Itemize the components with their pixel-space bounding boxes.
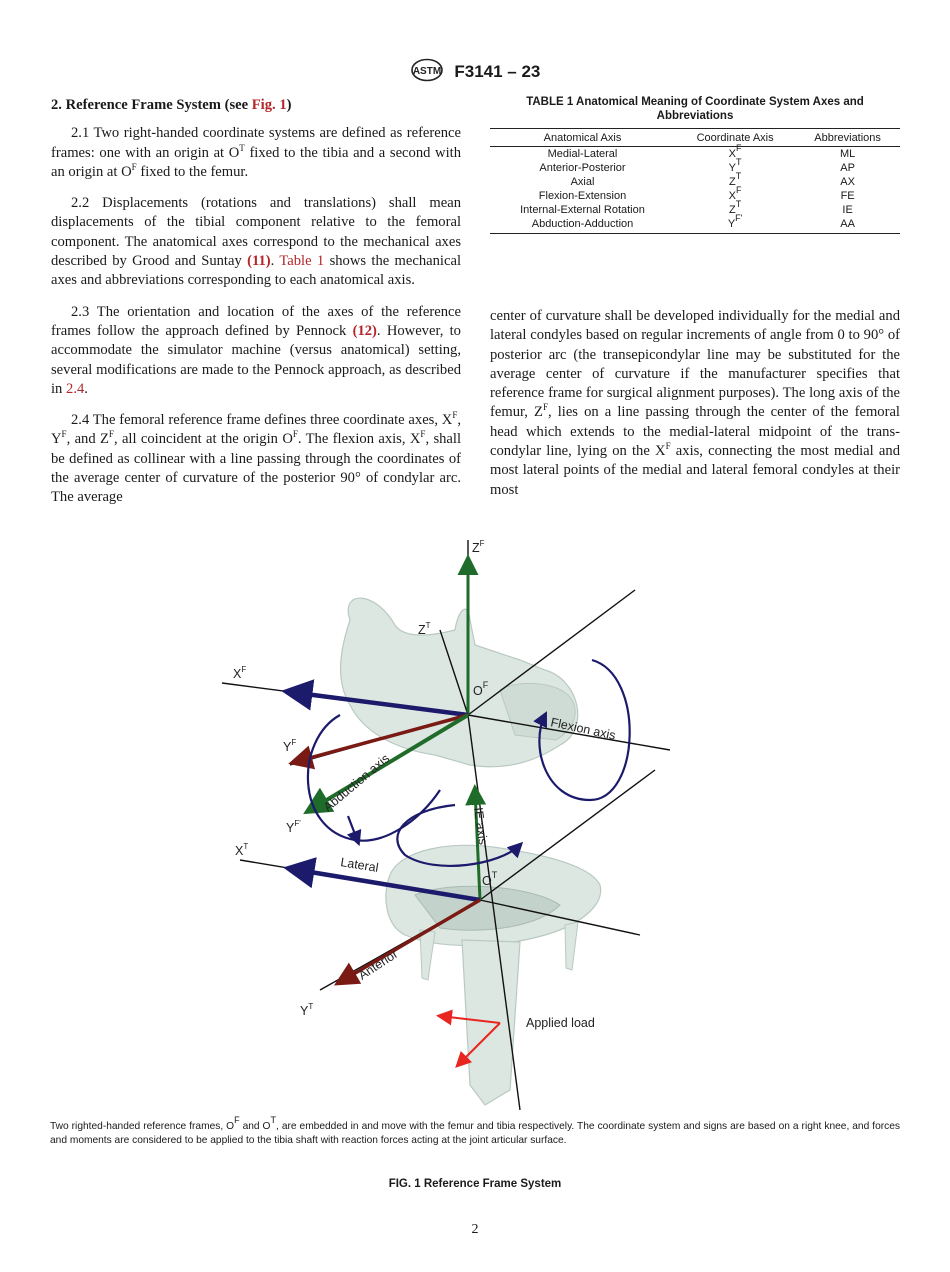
fig-1-link[interactable]: Fig. 1 (251, 97, 287, 113)
xt-label: $X^T$ (235, 842, 249, 858)
paragraph-2-4: 2.4 The femoral reference frame defines three coordinate axes, $X^F$, $Y^F$, and $Z^F$, all coincident at the origin $O^F$. The flexion axis, $X^F$, shall be defined as collinear with a line passing through the coordinates of the average center of curvature of the posterior 90° of condylar arc. The average (51, 410, 462, 506)
section-2-4-link[interactable]: 2.4 (66, 380, 85, 397)
table-row: Internal-External Rotation $Z^T$ IE (520, 199, 853, 216)
tibial-component (386, 845, 601, 1105)
zt-label: $Z^T$ (418, 621, 431, 637)
xf-label: $X^F$ (233, 665, 247, 681)
table-1-link[interactable]: Table 1 (279, 253, 325, 270)
yf-label: $Y^F$ (283, 738, 297, 754)
left-column (51, 96, 461, 508)
page-header (0, 58, 950, 87)
table-row: Anterior-Posterior $Y^T$ AP (539, 157, 855, 174)
table-row: Medial-Lateral $X^F$ ML (547, 143, 856, 160)
of-label: $O^F$ (473, 680, 489, 698)
figure-caption: Two righted-handed reference frames, $O^F$ and $O^T$, are embedded in and move with the femur and tibia respectively. The coordinate system and signs are based on a right knee, and forces and moments are considered to be applied to the tibia shaft with reaction forces acting at the joint articular surface. (50, 1115, 900, 1146)
table-row: Flexion-Extension $X^F$ FE (538, 185, 855, 202)
ie-axis-label: IE axis (471, 806, 491, 846)
figure-label: FIG. 1 Reference Frame System (388, 1178, 562, 1190)
flexion-axis-label: Flexion axis (549, 715, 617, 743)
page-number: 2 (471, 1222, 479, 1237)
anterior-label: Anterior (356, 946, 401, 983)
col-header-coordinate: Coordinate Axis (675, 129, 795, 147)
table-1-title: TABLE 1 Anatomical Meaning of Coordinate System Axes and Abbreviations (526, 96, 864, 122)
col-header-anatomical: Anatomical Axis (490, 129, 675, 147)
table-row: Axial $Z^T$ AX (570, 171, 855, 188)
lateral-label: Lateral (339, 855, 380, 875)
table-header-row (490, 129, 900, 147)
applied-load-label: Applied load (526, 1016, 595, 1030)
abduction-axis-label: Abduction axis (320, 751, 393, 815)
paragraph-2-2: 2.2 Displacements (rotations and translations) shall mean displacements of the tibial component relative to the femoral component. The anatomical axes correspond to the mechanical axes described by Grood and Suntay (11). Table 1 shows the mechanical axes and abbreviations corresponding to each anatomical axis. (51, 195, 461, 289)
reference-frame-figure (200, 530, 760, 1115)
document-id: F3141 – 23 (454, 61, 541, 81)
table-row: Abduction-Adduction $Y^{F'}$ AA (490, 217, 900, 234)
ot-label: $O^T$ (482, 870, 498, 888)
table-1 (490, 128, 900, 234)
paragraph-2-1: 2.1 Two right-handed coordinate systems are defined as reference frames: one with an origin at $O^T$ fixed to the tibia and a second with an origin at $O^F$ fixed to the femur. (51, 125, 461, 180)
yf-prime-label: $Y^{F'}$ (286, 819, 301, 835)
col-header-abbreviations: Abbreviations (795, 129, 900, 147)
astm-logo-icon (410, 58, 444, 87)
citation-12-link[interactable]: 12 (357, 322, 373, 339)
svg-text:ASTM: ASTM (412, 66, 441, 77)
paragraph-2-3: 2.3 The orientation and location of the axes of the reference frames follow the approach defined by Pennock (12). However, to accommodate the simulator machine (versus anatomical) setting, several modifications are made to the Pennock approach, as described in 2.4. (51, 303, 461, 397)
section-heading: 2. Reference Frame System (see Fig. 1) (51, 97, 292, 113)
yt-label: $Y^T$ (300, 1002, 314, 1018)
paragraph-continued: center of curvature shall be developed individually for the medial and lateral condyles based on regular increments of angle from 0 to 90° of posterior arc (the transepicondylar line may be substituted for the average center of curvature if the manufacturer specifies that reference frame for surgical alignment purposes). The long axis of the femur, $Z^F$, lies on a line passing through the center of the femoral head which extends to the medial-lateral midpoint of the trans-condylar line, lying on the $X^F$ axis, connecting the most medial and most lateral points of the medial and lateral femoral condyles at their most (490, 308, 900, 498)
citation-11-link[interactable]: 11 (251, 253, 266, 270)
right-column (490, 307, 900, 500)
zf-label: $Z^F$ (472, 539, 485, 555)
